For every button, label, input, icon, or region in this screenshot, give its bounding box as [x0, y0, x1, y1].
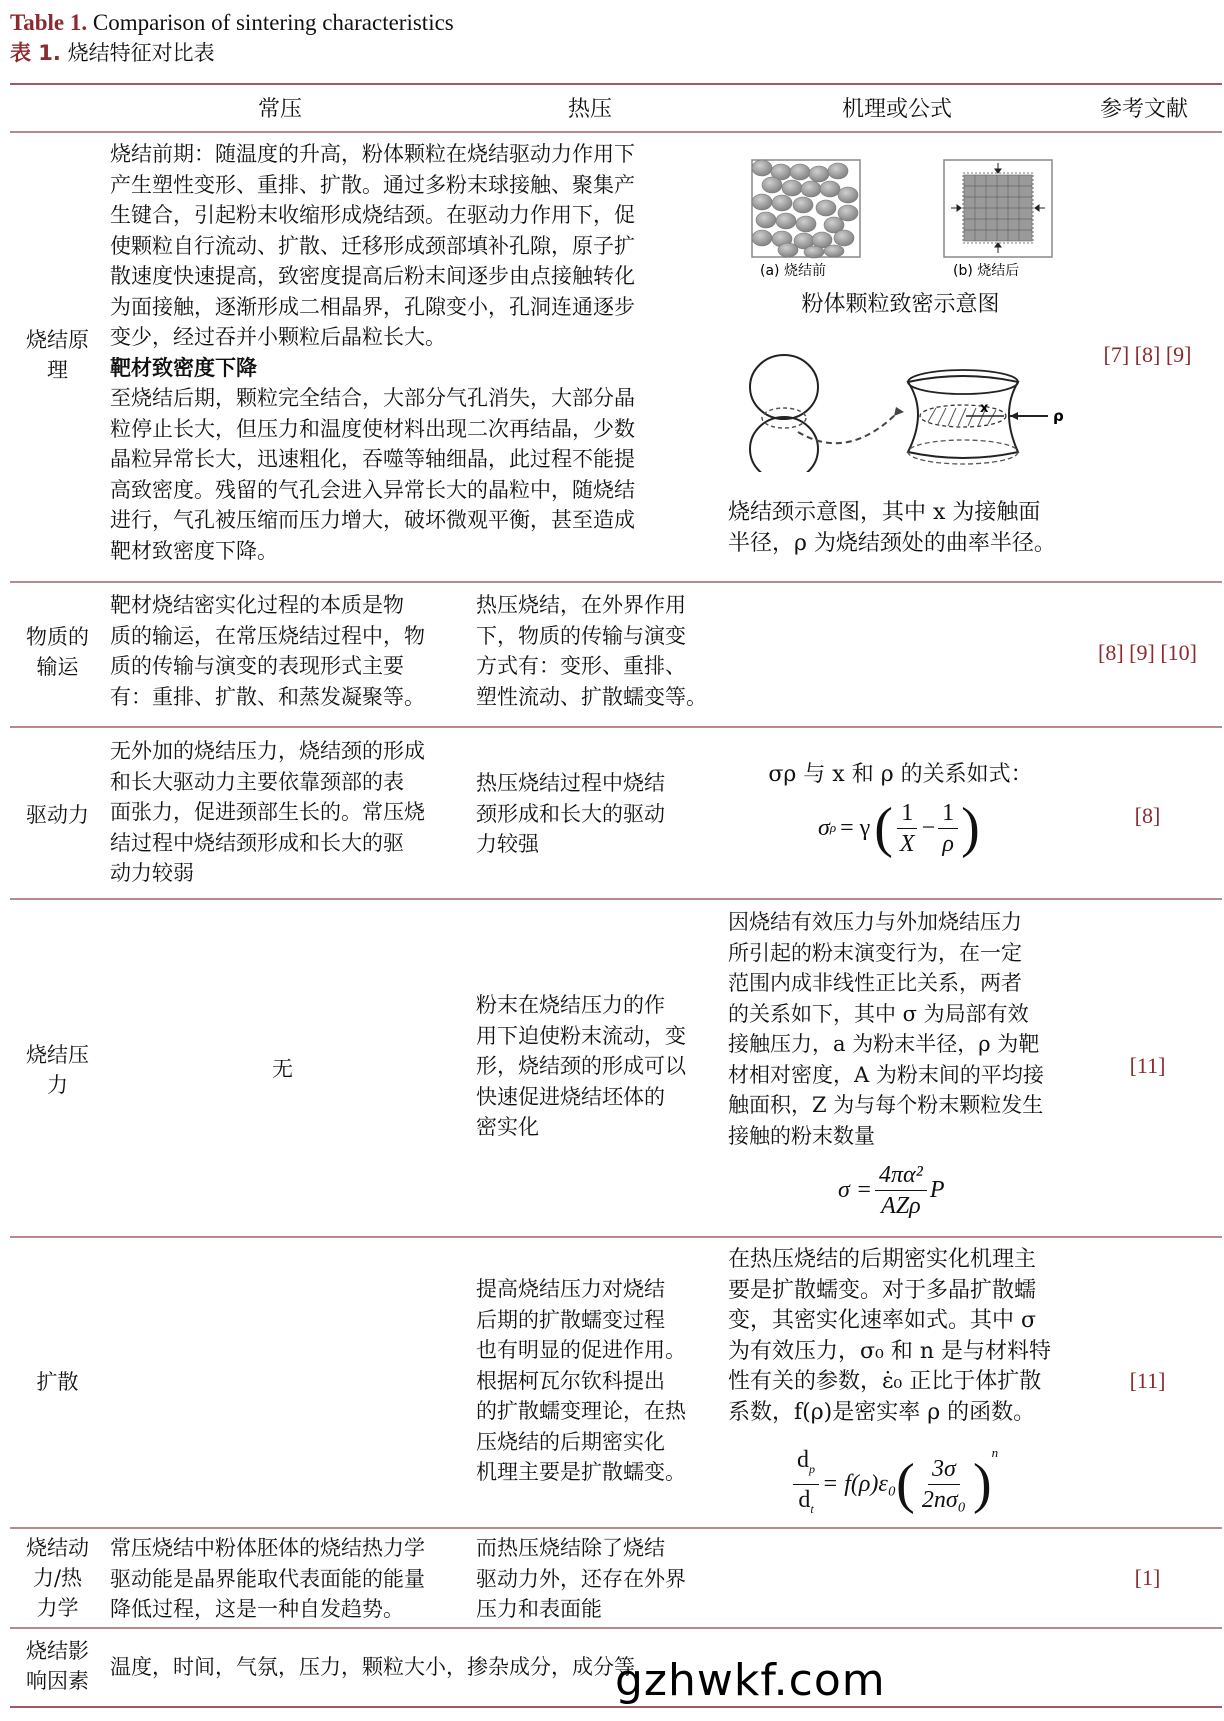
numerator: 1	[897, 798, 917, 829]
reference-link[interactable]: [1]	[1134, 1565, 1161, 1590]
text-line: 压力和表面能	[476, 1597, 602, 1621]
text-line: 热压烧结过程中烧结	[476, 771, 665, 795]
row-divider	[10, 898, 1222, 900]
figure1-caption: 粉体颗粒致密示意图	[801, 292, 1000, 317]
text-line: 热压烧结，在外界作用	[476, 593, 686, 617]
text-line: 也有明显的促进作用。	[476, 1338, 686, 1362]
text-line: 力较强	[476, 832, 539, 856]
caption-en-label: Table 1.	[10, 10, 88, 35]
svg-text:(b) 烧结后: (b) 烧结后	[953, 263, 1020, 279]
text-line: 至烧结后期，颗粒完全结合，大部分气孔消失，大部分晶	[110, 386, 635, 410]
fraction	[938, 798, 958, 859]
text-line: 提高烧结压力对烧结	[476, 1277, 665, 1301]
formula-symbol: σ	[818, 814, 830, 841]
row-divider	[10, 1236, 1222, 1238]
formula-symbol: σ =	[838, 1177, 873, 1203]
denominator: d	[798, 1486, 811, 1513]
row-label-diffusion	[10, 1367, 105, 1397]
text-line: 范围内成非线性正比关系，两者	[728, 971, 1022, 995]
fraction	[793, 1445, 819, 1524]
normal-pressure-sintering-pressure: 无	[272, 1057, 293, 1081]
reference-link[interactable]: [11]	[1129, 1368, 1166, 1393]
particle-densification-figure	[748, 158, 1078, 280]
row-label-line: 烧结原	[26, 328, 89, 352]
text-line: 要是扩散蠕变。对于多晶扩散蠕	[728, 1277, 1037, 1303]
caption-en-title: Comparison of sintering characteristics	[92, 10, 454, 35]
text-line: 动力较弱	[110, 861, 194, 885]
header-hot-pressure: 热压	[568, 97, 613, 122]
text-line: 系数，f(ρ)是密实率 ρ 的函数。	[728, 1399, 1036, 1425]
text-line: 在热压烧结的后期密实化机理主	[728, 1247, 1037, 1272]
sintering-neck-svg	[748, 352, 1078, 472]
hot-pressure-thermodynamics	[476, 1533, 726, 1625]
fraction	[875, 1160, 927, 1221]
text-line: 为有效压力，σ₀ 和 n 是与材料特	[728, 1338, 1051, 1364]
text-line: 靶材烧结密实化过程的本质是物	[110, 593, 404, 617]
row-label-line: 理	[47, 358, 68, 382]
text-line: 的关系如下，其中 σ 为局部有效	[728, 1001, 1029, 1026]
text-line: 形，烧结颈的形成可以	[476, 1054, 686, 1078]
reference-link[interactable]: [8] [9] [10]	[1098, 640, 1197, 665]
text-line: 和长大驱动力主要依靠颈部的表	[110, 769, 404, 794]
figure2-caption	[728, 497, 1073, 559]
row-label-line: 力学	[36, 1596, 79, 1620]
text-line: 接触的粉末数量	[728, 1123, 875, 1148]
row-label-line: 力/热	[32, 1566, 83, 1590]
text-line: 粉末在烧结压力的作	[476, 993, 665, 1017]
denominator: AZρ	[881, 1193, 921, 1219]
denominator: 2nσ₀	[921, 1486, 967, 1513]
text-line: 变，其密实化速率如式。其中 σ	[728, 1308, 1037, 1333]
watermark: gzhwkf.com	[615, 1655, 886, 1706]
svg-text:ρ: ρ	[1053, 407, 1064, 425]
row-label-sintering-principle	[10, 325, 105, 385]
text-line: 颈形成和长大的驱动	[476, 801, 665, 826]
reference-link[interactable]: [7] [8] [9]	[1103, 342, 1192, 367]
text-line: 质的传输与演变的表现形式主要	[110, 654, 404, 678]
text-line: 驱动力外，还存在外界	[476, 1566, 686, 1591]
text-line: 烧结颈示意图，其中 x 为接触面	[728, 500, 1041, 525]
text-line: 无外加的烧结压力，烧结颈的形成	[110, 739, 425, 763]
sintering-neck-figure	[748, 352, 1078, 472]
text-line: 质的输运，在常压烧结过程中，物	[110, 623, 425, 648]
text-line: 用下迫使粉末流动，变	[476, 1023, 686, 1048]
header-mechanism: 机理或公式	[842, 97, 953, 122]
numerator: 4πα²	[875, 1160, 927, 1191]
text-line: 降低过程，这是一种自发趋势。	[110, 1597, 404, 1621]
subscript: t	[810, 1501, 814, 1516]
hot-pressure-sintering-pressure	[476, 990, 726, 1143]
influencing-factors-text: 温度，时间，气氛，压力，颗粒大小，掺杂成分，成分等	[110, 1655, 635, 1679]
denominator: X	[899, 830, 915, 857]
svg-text:x: x	[980, 401, 989, 416]
text-line: 塑性流动、扩散蠕变等。	[476, 684, 707, 709]
text-line: 而热压烧结除了烧结	[476, 1536, 665, 1560]
reference-link[interactable]: [11]	[1129, 1053, 1166, 1078]
normal-pressure-thermodynamics	[110, 1533, 475, 1625]
caption-zh-label: 表 1.	[10, 41, 61, 65]
text-line: 方式有：变形、重排、	[476, 654, 686, 678]
fraction	[896, 798, 919, 859]
normal-pressure-principle	[110, 139, 720, 566]
text-line: 进行，气孔被压缩而压力增大，破坏微观平衡，甚至造成	[110, 508, 635, 532]
text-line: 接触压力，a 为粉末半径，ρ 为靶	[728, 1032, 1040, 1056]
row-label-line: 烧结压	[26, 1043, 89, 1067]
row-label-influencing-factors	[10, 1636, 105, 1696]
text-line: 根据柯瓦尔钦科提出	[476, 1368, 665, 1393]
denominator: ρ	[942, 830, 954, 857]
driving-force-formula: σ ρ = γ ( $\frac{1}{X}$ − $\frac{1}{\rho}$ )	[818, 797, 980, 859]
row-label-driving-force	[10, 800, 105, 830]
text-line: 结过程中烧结颈形成和长大的驱	[110, 830, 404, 855]
text-line: 的扩散蠕变理论，在热	[476, 1399, 686, 1423]
row-label-line: 输运	[36, 655, 79, 679]
diffusion-formula: $\frac{d_p}{d_t}$ = f(ρ)ε₀ ( $\frac{3\sigma}{\text{2nσ₀}}$ ) $^n$	[790, 1445, 998, 1524]
text-line: 靶材致密度下降。	[110, 538, 278, 563]
text-line: 烧结前期：随温度的升高，粉体颗粒在烧结驱动力作用下	[110, 142, 635, 166]
text-line: 产生塑性变形、重排、扩散。通过多粉末球接触、聚集产	[110, 172, 635, 197]
normal-pressure-driving-force	[110, 736, 470, 889]
row-divider	[10, 1627, 1222, 1629]
text-line: 驱动能是晶界能取代表面能的能量	[110, 1566, 425, 1591]
particle-figure-svg	[748, 158, 1078, 280]
text-line: 生键合，引起粉末收缩形成烧结颈。在驱动力作用下，促	[110, 203, 635, 227]
row-divider	[10, 1527, 1222, 1529]
table-bottom-rule	[10, 1706, 1222, 1708]
text-line: 为面接触，逐渐形成二相晶界，孔隙变小，孔洞连通逐步	[110, 294, 635, 319]
text-line: 密实化	[476, 1115, 539, 1139]
formula-symbol: P	[929, 1177, 945, 1203]
sintering-pressure-formula	[838, 1160, 945, 1221]
row-divider	[10, 581, 1222, 583]
row-label-line: 响因素	[26, 1669, 89, 1693]
text-line: 压烧结的后期密实化	[476, 1429, 665, 1454]
exponent: n	[991, 1445, 999, 1460]
text-line: 触面积，Z 为与每个粉末颗粒发生	[728, 1093, 1044, 1117]
text-line: 机理主要是扩散蠕变。	[476, 1460, 686, 1484]
row-label-line: 物质的	[26, 625, 89, 649]
text-line: 因烧结有效压力与外加烧结压力	[728, 910, 1022, 934]
subscript: p	[809, 1461, 815, 1476]
numerator: 1	[938, 798, 958, 829]
fraction	[918, 1454, 970, 1515]
mechanism-diffusion	[728, 1245, 1078, 1428]
text-line: 常压烧结中粉体胚体的烧结热力学	[110, 1536, 425, 1560]
text-line: 材相对密度，A 为粉末间的平均接	[728, 1062, 1044, 1087]
svg-text:(a) 烧结前: (a) 烧结前	[760, 263, 826, 279]
text-line: 快速促进烧结坯体的	[476, 1084, 665, 1109]
numerator: 3σ	[928, 1454, 960, 1485]
row-label-line: 烧结影	[26, 1639, 89, 1663]
formula-symbol: −	[921, 814, 936, 841]
text-line: 有：重排、扩散、和蒸发凝聚等。	[110, 684, 425, 709]
text-line: 面张力，促进颈部生长的。常压烧	[110, 800, 425, 824]
text-line: 性有关的参数，ε̇₀ 正比于体扩散	[728, 1369, 1042, 1394]
hot-pressure-diffusion	[476, 1274, 726, 1488]
table-caption	[10, 8, 454, 68]
formula-subscript: ρ	[829, 820, 837, 835]
driving-force-intro: σρ 与 x 和 ρ 的关系如式：	[768, 762, 1033, 787]
text-line: 所引起的粉末演变行为，在一定	[728, 940, 1022, 965]
text-line: 粒停止长大，但压力和温度使材料出现二次再结晶，少数	[110, 416, 635, 441]
hot-pressure-driving-force	[476, 768, 726, 860]
row-divider	[10, 726, 1222, 728]
header-normal-pressure: 常压	[258, 97, 303, 122]
row-label-thermodynamics	[10, 1533, 105, 1623]
text-line: 使颗粒自行流动、扩散、迁移形成颈部填补孔隙，原子扩	[110, 233, 635, 258]
text-line: 高致密度。残留的气孔会进入异常长大的晶粒中，随烧结	[110, 477, 635, 502]
text-line: 晶粒异常长大，迅速粗化，吞噬等轴细晶，此过程不能提	[110, 447, 635, 471]
formula-symbol: = f(ρ)ε₀	[822, 1470, 897, 1497]
row-label-line: 烧结动	[26, 1536, 89, 1560]
table-top-rule	[10, 83, 1222, 85]
row-label-mass-transport	[10, 622, 105, 682]
row-label-sintering-pressure	[10, 1040, 105, 1100]
row-label-line: 力	[47, 1073, 68, 1097]
mechanism-sintering-pressure	[728, 907, 1078, 1151]
caption-zh-title: 烧结特征对比表	[67, 41, 215, 65]
header-rule	[10, 131, 1222, 133]
text-line: 后期的扩散蠕变过程	[476, 1307, 665, 1332]
row-label-line: 扩散	[36, 1370, 79, 1394]
text-line: 下，物质的传输与演变	[476, 623, 686, 648]
text-line: 半径，ρ 为烧结颈处的曲率半径。	[728, 531, 1056, 556]
subheading: 靶材致密度下降	[110, 355, 257, 380]
normal-pressure-mass-transport	[110, 590, 470, 712]
hot-pressure-mass-transport	[476, 590, 726, 712]
formula-symbol: = γ	[840, 814, 871, 841]
reference-link[interactable]: [8]	[1134, 803, 1161, 828]
row-label-line: 驱动力	[26, 803, 89, 827]
header-references: 参考文献	[1100, 97, 1189, 122]
text-line: 变少，经过吞并小颗粒后晶粒长大。	[110, 325, 446, 349]
numerator: d	[797, 1447, 809, 1473]
text-line: 散速度快速提高，致密度提高后粉末间逐步由点接触转化	[110, 264, 635, 288]
